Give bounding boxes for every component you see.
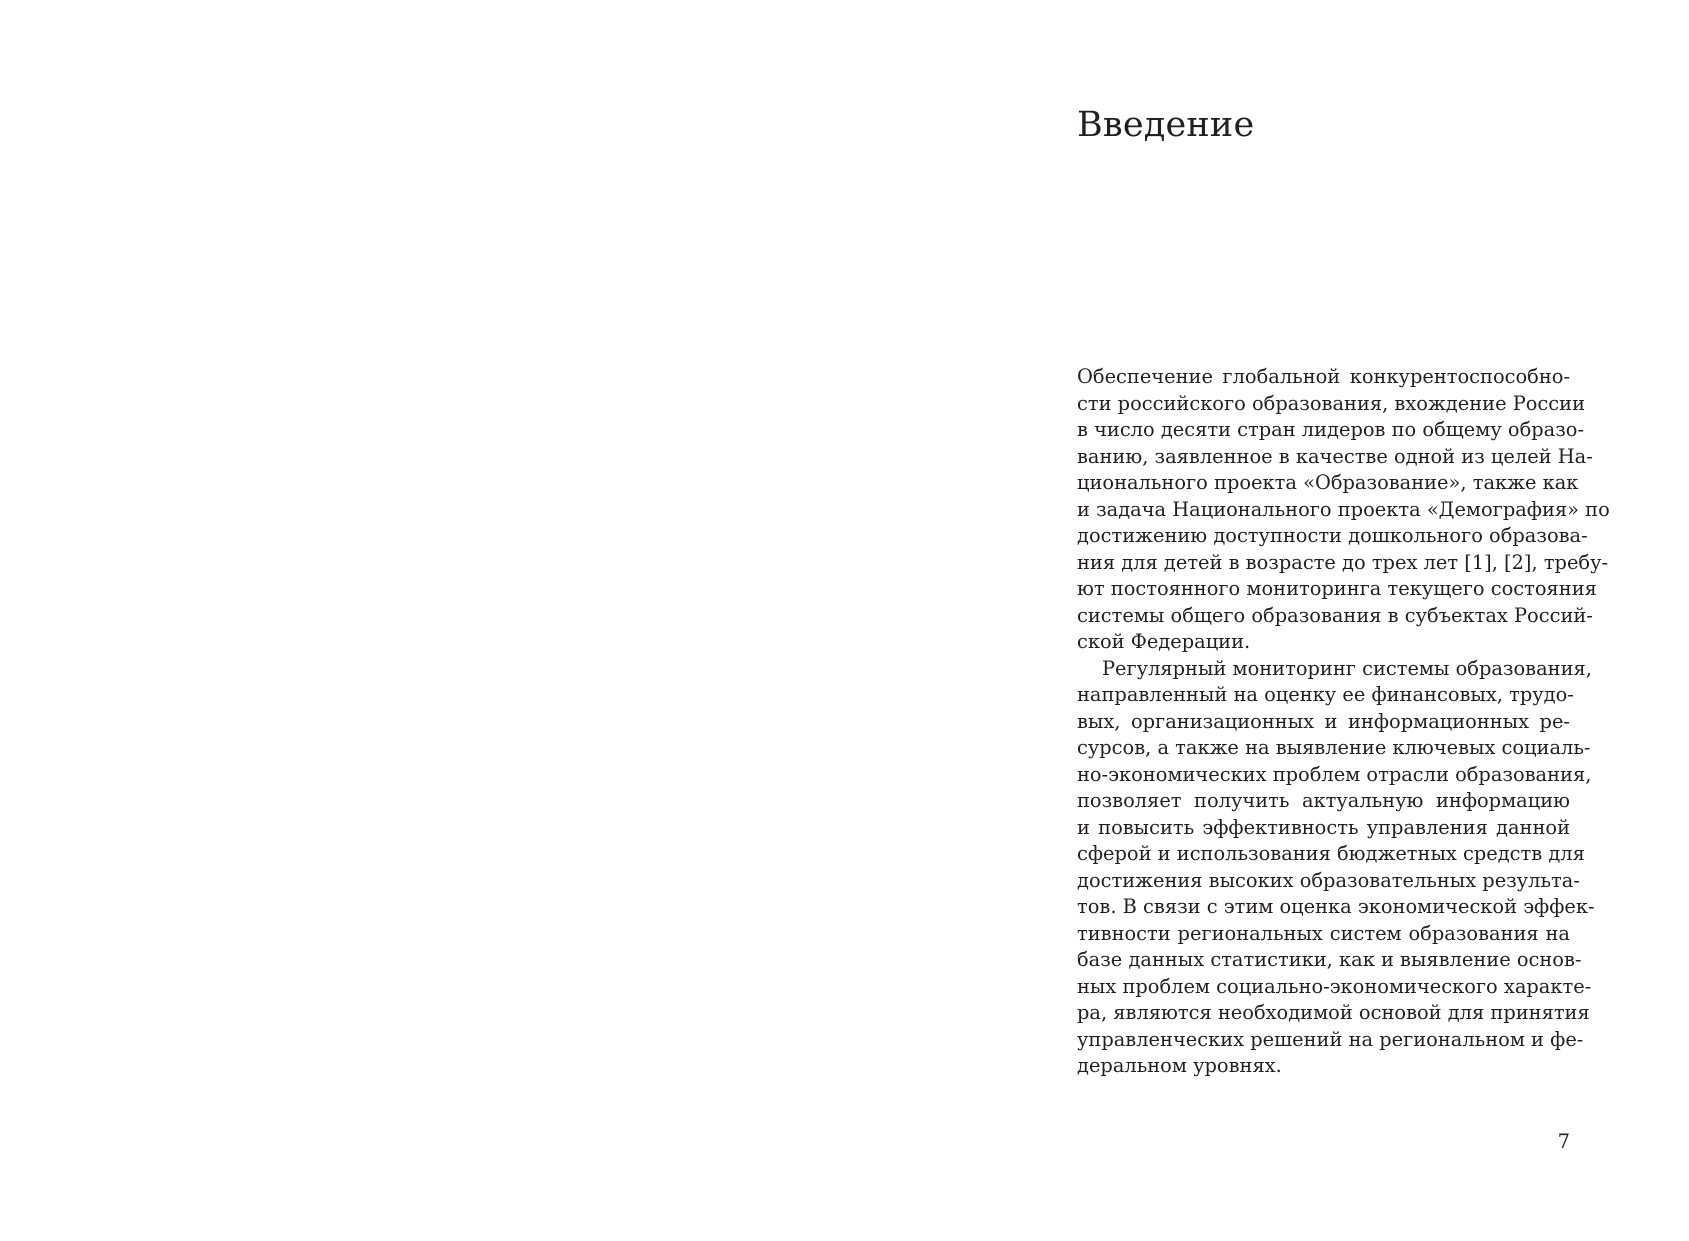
text-line: и задача Национального проекта «Демография» по [1077, 497, 1610, 521]
text-line: сферой и использования бюджетных средств для [1077, 842, 1585, 865]
text-line: вых, организационных и информационных ре- [1077, 709, 1570, 733]
text-line: в число десяти стран лидеров по общему образо- [1077, 418, 1585, 441]
text-line: Обеспечение глобальной конкурентоспособно- [1077, 365, 1570, 388]
paragraph-1 [1077, 364, 1610, 656]
paragraph-2 [1077, 656, 1595, 1080]
text-line: ют постоянного мониторинга текущего состояния [1077, 577, 1597, 600]
text-line: достижения высоких образовательных результа- [1077, 868, 1580, 892]
text-line: и повысить эффективность управления данной [1077, 815, 1570, 839]
left-page-blank [0, 0, 844, 1241]
text-line: управленческих решений на региональном и фе- [1077, 1027, 1584, 1051]
text-line: деральном уровнях. [1077, 1054, 1282, 1077]
text-line: Регулярный мониторинг системы образования, [1102, 656, 1592, 680]
text-line: базе данных статистики, как и выявление основ- [1077, 948, 1582, 971]
text-line: ния для детей в возрасте до трех лет [1], [2], требу- [1077, 550, 1609, 574]
text-line: позволяет получить актуальную информацию [1077, 789, 1570, 812]
text-line: ванию, заявленное в качестве одной из целей На- [1077, 444, 1593, 468]
text-line: тов. В связи с этим оценка экономической эффек- [1077, 895, 1595, 918]
text-line: сти российского образования, вхождение России [1077, 391, 1585, 415]
chapter-title: Введение [1077, 105, 1255, 145]
text-line: сурсов, а также на выявление ключевых социаль- [1077, 736, 1591, 759]
page-number: 7 [1557, 1130, 1570, 1153]
body-text [1077, 364, 1610, 1080]
text-line: ской Федерации. [1077, 630, 1251, 653]
text-line: ционального проекта «Образование», также как [1077, 471, 1579, 494]
text-line: системы общего образования в субъектах Россий- [1077, 603, 1593, 627]
text-line: ра, являются необходимой основой для принятия [1077, 1001, 1590, 1024]
right-page [844, 0, 1689, 1241]
text-line: но-экономических проблем отрасли образования, [1077, 762, 1592, 786]
text-line: направленный на оценку ее финансовых, трудо- [1077, 683, 1574, 706]
text-line: ных проблем социально-экономического характе- [1077, 974, 1592, 998]
text-line: достижению доступности дошкольного образова- [1077, 524, 1588, 547]
text-line: тивности региональных систем образования на [1077, 921, 1570, 945]
